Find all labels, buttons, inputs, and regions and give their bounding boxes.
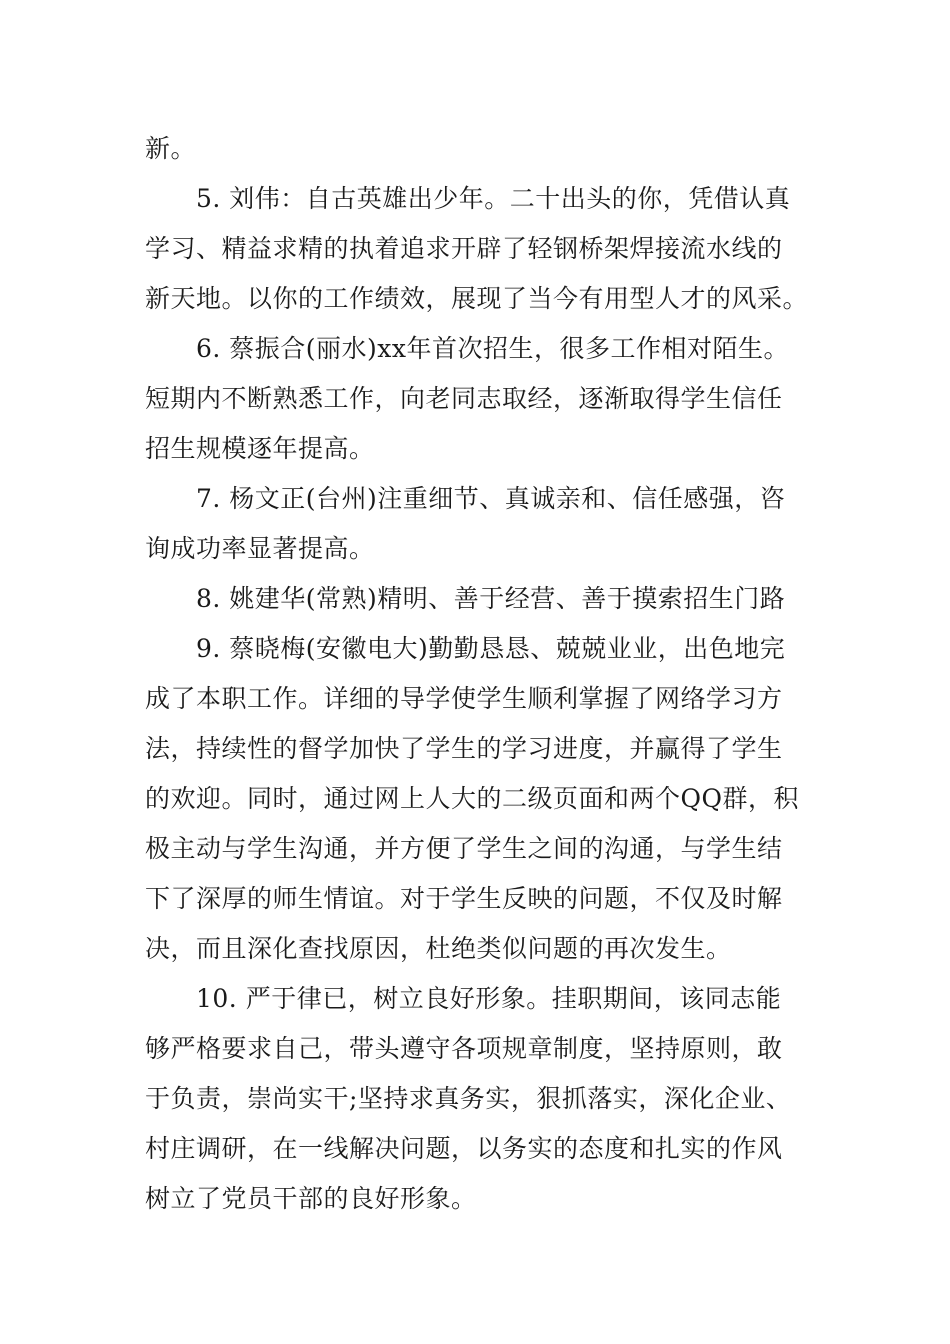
text-line: 下了深厚的师生情谊。对于学生反映的问题，不仅及时解 (145, 884, 783, 913)
text-line: 树立了党员干部的良好形象。 (145, 1184, 477, 1213)
text-line: 招生规模逐年提高。 (145, 434, 375, 463)
text-line: 短期内不断熟悉工作，向老同志取经，逐渐取得学生信任 (145, 384, 783, 413)
list-item-7: 7. 杨文正(台州)注重细节、真诚亲和、信任感强，咨 (196, 484, 786, 513)
list-item-5: 5. 刘伟：自古英雄出少年。二十出头的你，凭借认真 (196, 184, 791, 213)
list-item-8: 8. 姚建华(常熟)精明、善于经营、善于摸索招生门路 (196, 584, 786, 613)
list-item-10: 10. 严于律已，树立良好形象。挂职期间，该同志能 (196, 984, 782, 1013)
text-line: 新天地。以你的工作绩效，展现了当今有用型人才的风采。 (145, 284, 809, 313)
text-line: 询成功率显著提高。 (145, 534, 375, 563)
text-line: 极主动与学生沟通，并方便了学生之间的沟通，与学生结 (145, 834, 783, 863)
text-line: 于负责，崇尚实干;坚持求真务实，狠抓落实，深化企业、 (145, 1084, 792, 1113)
text-line: 新。 (145, 134, 197, 163)
text-line: 村庄调研，在一线解决问题，以务实的态度和扎实的作风 (145, 1134, 783, 1163)
text-line: 够严格要求自己，带头遵守各项规章制度，坚持原则，敢 (145, 1034, 783, 1063)
list-item-9: 9. 蔡晓梅(安徽电大)勤勤恳恳、兢兢业业，出色地完 (196, 634, 786, 663)
text-line: 成了本职工作。详细的导学使学生顺利掌握了网络学习方 (145, 684, 783, 713)
text-line: 法，持续性的督学加快了学生的学习进度，并赢得了学生 (145, 734, 783, 763)
text-line: 决，而且深化查找原因，杜绝类似问题的再次发生。 (145, 934, 732, 963)
text-line: 学习、精益求精的执着追求开辟了轻钢桥架焊接流水线的 (145, 234, 783, 263)
list-item-6: 6. 蔡振合(丽水)xx年首次招生，很多工作相对陌生。 (196, 334, 790, 363)
text-line: 的欢迎。同时，通过网上人大的二级页面和两个QQ群，积 (145, 784, 799, 813)
